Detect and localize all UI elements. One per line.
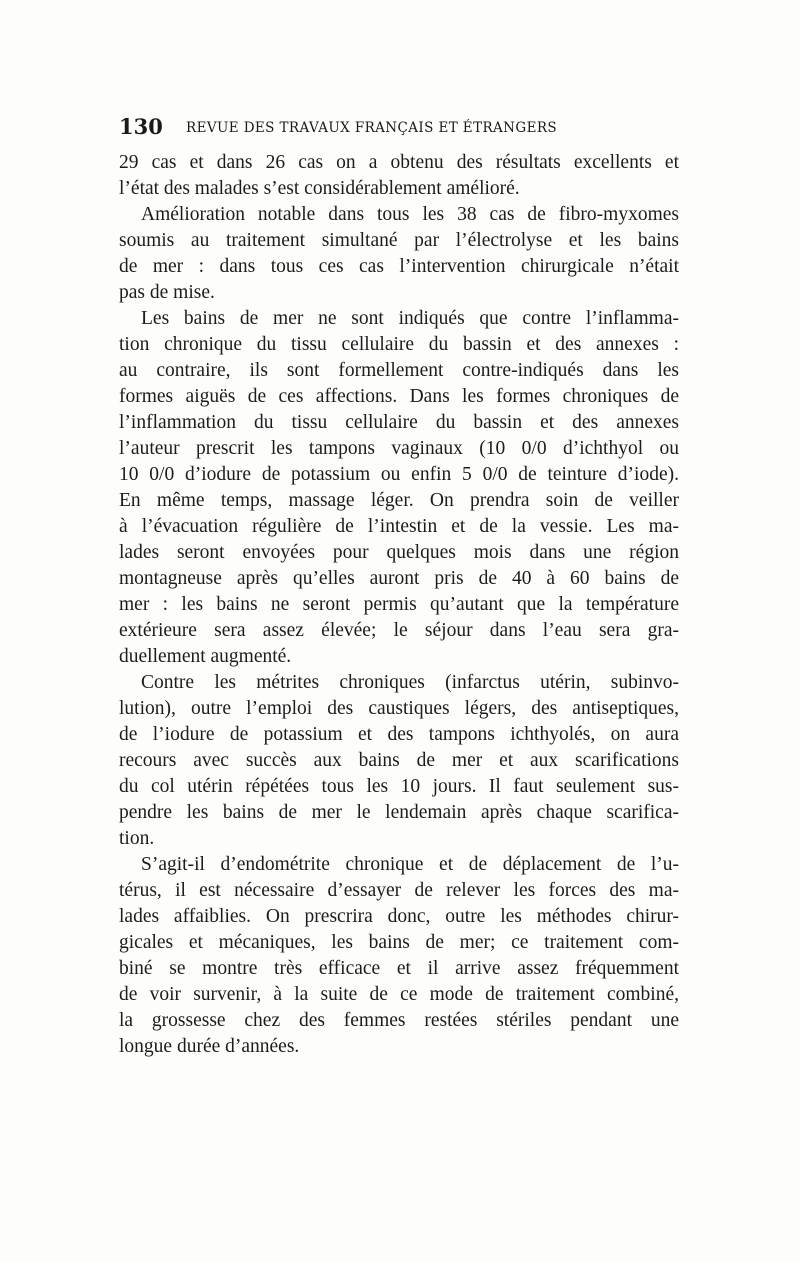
paragraph (119, 306, 679, 670)
running-head: REVUE DES TRAVAUX FRANÇAIS ET ÉTRANGERS (186, 120, 558, 136)
text-line: tion chronique du tissu cellulaire du bassin et des annexes : (119, 334, 679, 355)
text-line: soumis au traitement simultané par l’électrolyse et les bains (119, 230, 679, 251)
text-line: pendre les bains de mer le lendemain après chaque scarifica- (119, 802, 679, 823)
text-line: lution), outre l’emploi des caustiques légers, des antiseptiques, (119, 698, 679, 719)
text-line: l’inflammation du tissu cellulaire du bassin et des annexes (119, 412, 679, 433)
text-line: pas de mise. (119, 282, 215, 303)
text-line: l’auteur prescrit les tampons vaginaux (10 0/0 d’ichthyol ou (119, 438, 679, 459)
text-line: recours avec succès aux bains de mer et aux scarifications (119, 750, 679, 771)
text-line: extérieure sera assez élevée; le séjour dans l’eau sera gra- (119, 620, 679, 641)
text-line: gicales et mécaniques, les bains de mer; ce traitement com- (119, 932, 679, 953)
text-line: du col utérin répétées tous les 10 jours. Il faut seulement sus- (119, 776, 679, 797)
body-text (119, 150, 679, 1060)
text-line: de mer : dans tous ces cas l’intervention chirurgicale n’était (119, 256, 679, 277)
text-line: longue durée d’années. (119, 1036, 300, 1057)
text-line: montagneuse après qu’elles auront pris de 40 à 60 bains de (119, 568, 679, 589)
text-line: formes aiguës de ces affections. Dans les formes chroniques de (119, 386, 679, 407)
page-header (119, 114, 679, 144)
text-line: Les bains de mer ne sont indiqués que contre l’inflamma- (141, 308, 679, 329)
text-line: de l’iodure de potassium et des tampons ichthyolés, on aura (119, 724, 679, 745)
text-line: mer : les bains ne seront permis qu’autant que la température (119, 594, 679, 615)
text-line: En même temps, massage léger. On prendra soin de veiller (119, 490, 679, 511)
text-line: tion. (119, 828, 155, 849)
paragraph (119, 202, 679, 306)
text-line: biné se montre très efficace et il arrive assez fréquemment (119, 958, 679, 979)
paragraph (119, 852, 679, 1060)
text-line: 29 cas et dans 26 cas on a obtenu des résultats excellents et (119, 152, 679, 173)
text-line: 10 0/0 d’iodure de potassium ou enfin 5 0/0 de teinture d’iode). (119, 464, 679, 485)
page-number: 130 (119, 114, 163, 139)
text-line: lades seront envoyées pour quelques mois dans une région (119, 542, 679, 563)
paragraph (119, 670, 679, 852)
text-line: de voir survenir, à la suite de ce mode de traitement combiné, (119, 984, 679, 1005)
text-line: duellement augmenté. (119, 646, 292, 667)
text-line: l’état des malades s’est considérablement amélioré. (119, 178, 520, 199)
text-line: à l’évacuation régulière de l’intestin et de la vessie. Les ma- (119, 516, 679, 537)
text-line: Amélioration notable dans tous les 38 cas de fibro-myxomes (141, 204, 679, 225)
text-line: au contraire, ils sont formellement contre-indiqués dans les (119, 360, 679, 381)
text-line: S’agit-il d’endométrite chronique et de déplacement de l’u- (141, 854, 679, 875)
text-line: la grossesse chez des femmes restées stériles pendant une (119, 1010, 679, 1031)
text-line: térus, il est nécessaire d’essayer de relever les forces des ma- (119, 880, 679, 901)
text-line: lades affaiblies. On prescrira donc, outre les méthodes chirur- (119, 906, 679, 927)
paragraph (119, 150, 679, 202)
text-line: Contre les métrites chroniques (infarctus utérin, subinvo- (141, 672, 679, 693)
